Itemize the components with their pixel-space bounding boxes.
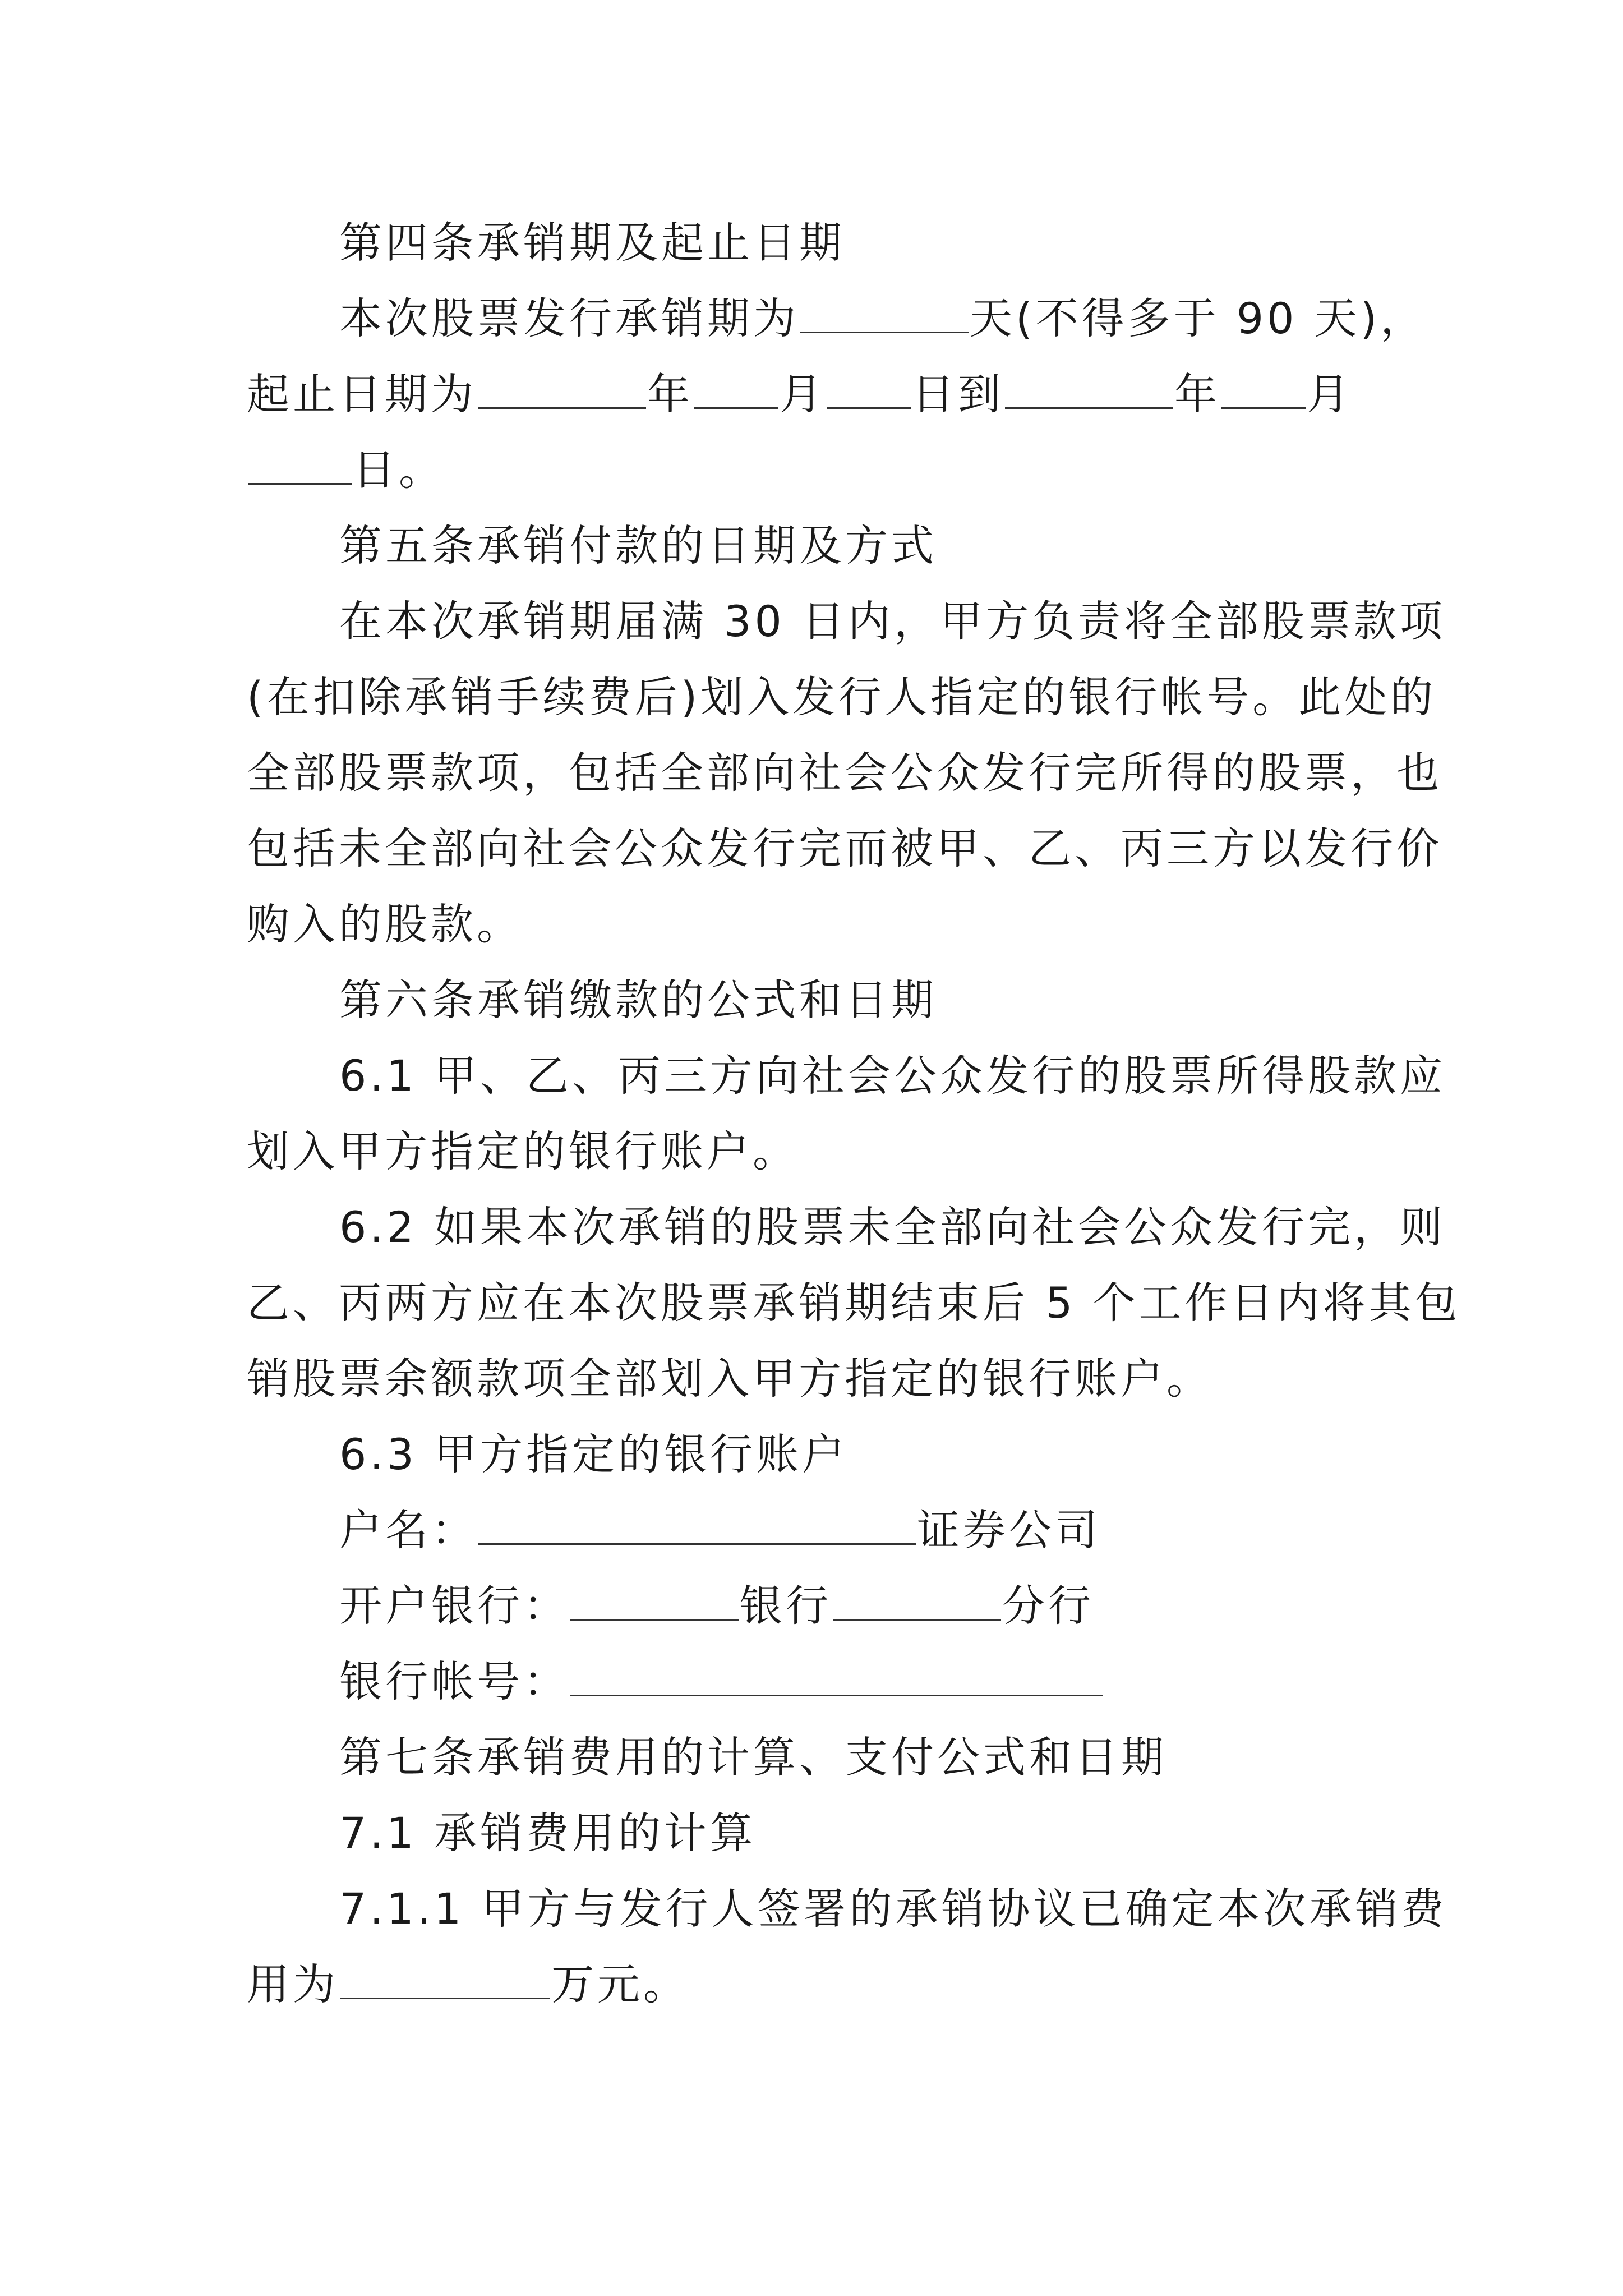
end-year-blank[interactable]	[1005, 368, 1173, 409]
account-name-line: 户名： 证券公司	[339, 1505, 1101, 1555]
article-4-date-line-end: 日。	[247, 443, 445, 497]
article-5-title: 第五条承销付款的日期及方式	[339, 521, 937, 570]
fee-amount-blank[interactable]	[340, 1958, 550, 1999]
clause-6-1-line-1: 6.1 甲、乙、丙三方向社会公众发行的股票所得股款应	[339, 1051, 1446, 1101]
clause-6-2-line-3: 销股票余额款项全部划入甲方指定的银行账户。	[247, 1354, 1212, 1404]
clause-6-2-line-2: 乙、丙两方应在本次股票承销期结束后 5 个工作日内将其包	[247, 1278, 1461, 1328]
branch-name-blank[interactable]	[833, 1580, 1001, 1621]
start-day-blank[interactable]	[827, 368, 911, 409]
clause-6-3: 6.3 甲方指定的银行账户	[339, 1429, 849, 1479]
account-number-line: 银行帐号：	[339, 1655, 1104, 1709]
start-year-blank[interactable]	[478, 368, 646, 409]
article-4-period-line: 本次股票发行承销期为 天(不得多于 90 天)，	[339, 293, 1427, 343]
article-7-title: 第七条承销费用的计算、支付公式和日期	[339, 1732, 1167, 1782]
clause-6-1-line-2: 划入甲方指定的银行账户。	[247, 1126, 799, 1176]
article-4-title: 第四条承销期及起止日期	[339, 218, 845, 268]
article-5-line-5: 购入的股款。	[247, 899, 523, 949]
article-5-line-2: (在扣除承销手续费后)划入发行人指定的银行帐号。此处的	[247, 672, 1437, 722]
end-month-blank[interactable]	[1221, 368, 1306, 409]
article-5-line-3: 全部股票款项，包括全部向社会公众发行完所得的股票，也	[247, 748, 1442, 798]
start-month-blank[interactable]	[694, 368, 778, 409]
end-day-blank[interactable]	[248, 444, 352, 485]
bank-line: 开户银行： 银行 分行	[339, 1581, 1094, 1631]
period-days-blank[interactable]	[800, 292, 969, 333]
account-number-blank[interactable]	[570, 1655, 1103, 1696]
article-5-line-1: 在本次承销期届满 30 日内，甲方负责将全部股票款项	[339, 596, 1446, 646]
account-name-blank[interactable]	[478, 1504, 916, 1545]
clause-7-1-1-line-1: 7.1.1 甲方与发行人签署的承销协议已确定本次承销费	[339, 1884, 1447, 1934]
article-4-date-line: 起止日期为 年 月 日到 年 月	[247, 369, 1353, 419]
bank-name-blank[interactable]	[570, 1580, 739, 1621]
clause-7-1-1-line-2: 用为 万元。	[247, 1959, 689, 2009]
article-5-line-4: 包括未全部向社会公众发行完而被甲、乙、丙三方以发行价	[247, 823, 1442, 873]
clause-6-2-line-1: 6.2 如果本次承销的股票未全部向社会公众发行完，则	[339, 1202, 1446, 1252]
clause-7-1: 7.1 承销费用的计算	[339, 1808, 757, 1858]
article-6-title: 第六条承销缴款的公式和日期	[339, 975, 937, 1025]
